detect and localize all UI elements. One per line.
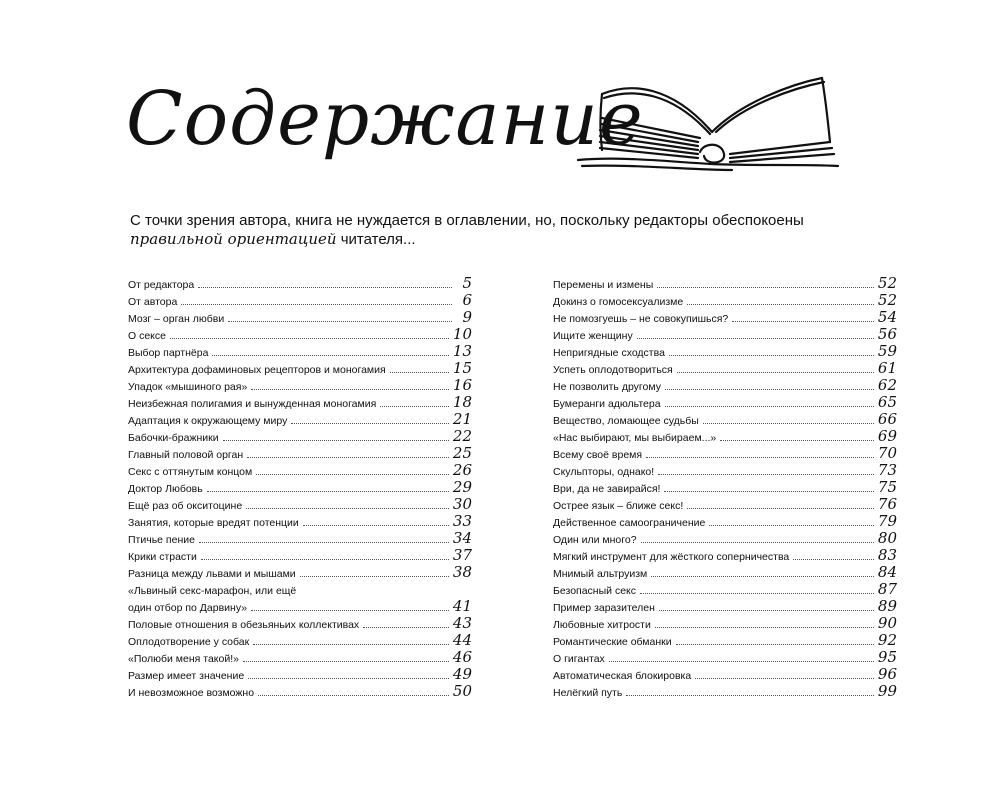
toc-item[interactable]	[128, 393, 472, 410]
toc-item-page: 96	[877, 665, 897, 683]
toc-item-title: Птичье пение	[128, 534, 195, 546]
toc-left-column	[128, 274, 472, 699]
leader-dots	[390, 372, 449, 373]
leader-dots	[253, 644, 449, 645]
leader-dots	[228, 321, 452, 322]
intro-handwritten: правильной ориентацией	[130, 230, 337, 248]
toc-item-page: 66	[877, 410, 897, 428]
toc-item-page: 65	[877, 393, 897, 411]
toc-item-title: Ври, да не завирайся!	[553, 483, 661, 495]
toc-item-title: Размер имеет значение	[128, 670, 245, 682]
leader-dots	[659, 610, 874, 611]
toc-item[interactable]	[128, 478, 472, 495]
toc-item-title: Действенное самоограничение	[553, 517, 706, 529]
toc-item-page: 61	[877, 359, 897, 377]
leader-dots	[640, 593, 874, 594]
toc-item[interactable]	[128, 648, 472, 665]
leader-dots	[677, 372, 874, 373]
toc-item-page: 75	[877, 478, 897, 496]
toc-item-title: «Львиный секс-марафон, или ещё	[128, 585, 297, 597]
toc-item-title: Разница между львами и мышами	[128, 568, 296, 580]
toc-item-title: Секс с оттянутым концом	[128, 466, 253, 478]
leader-dots	[181, 304, 452, 305]
leader-dots	[251, 389, 449, 390]
toc-item[interactable]	[553, 682, 897, 699]
toc-item-page: 84	[877, 563, 897, 581]
toc-item[interactable]	[553, 410, 897, 427]
leader-dots	[248, 678, 449, 679]
toc-item[interactable]	[553, 546, 897, 563]
toc-item[interactable]	[128, 495, 472, 512]
toc-item-page: 44	[452, 631, 472, 649]
toc-item-page: 49	[452, 665, 472, 683]
leader-dots	[687, 508, 874, 509]
toc-item-page: 56	[877, 325, 897, 343]
toc-item[interactable]	[553, 376, 897, 393]
open-book-icon	[572, 72, 844, 176]
toc-item-title: Романтические обманки	[553, 636, 672, 648]
toc-item-page: 15	[452, 359, 472, 377]
leader-dots	[246, 508, 449, 509]
leader-dots	[258, 695, 449, 696]
toc-item[interactable]	[128, 274, 472, 291]
toc-item-page: 73	[877, 461, 897, 479]
toc-item-title: Архитектура дофаминовых рецепторов и моногамия	[128, 364, 386, 376]
intro-text	[130, 211, 890, 249]
leader-dots	[669, 355, 874, 356]
leader-dots	[207, 491, 449, 492]
toc-item-title: Половые отношения в обезьяньих коллективах	[128, 619, 360, 631]
toc-item[interactable]	[553, 614, 897, 631]
toc-item-title: Перемены и измены	[553, 279, 654, 291]
toc-item-title: Бабочки-бражники	[128, 432, 219, 444]
toc-item[interactable]	[553, 512, 897, 529]
toc-item[interactable]	[553, 427, 897, 444]
leader-dots	[198, 287, 452, 288]
toc-item-title: Автоматическая блокировка	[553, 670, 692, 682]
toc-item-title: Скульпторы, однако!	[553, 466, 655, 478]
toc-item-page: 34	[452, 529, 472, 547]
toc-item-page: 92	[877, 631, 897, 649]
leader-dots	[212, 355, 448, 356]
leader-dots	[243, 661, 449, 662]
toc-item-title: О сексе	[128, 330, 166, 342]
toc-item-page: 62	[877, 376, 897, 394]
leader-dots	[609, 661, 874, 662]
toc-item-page: 43	[452, 614, 472, 632]
toc-item-title: Бумеранги адюльтера	[553, 398, 661, 410]
leader-dots	[303, 525, 449, 526]
toc-item-title: Нелёгкий путь	[553, 687, 623, 699]
toc-item-page: 18	[452, 393, 472, 411]
toc-right-column	[553, 274, 897, 699]
toc-item[interactable]	[128, 461, 472, 478]
toc-item-page: 54	[877, 308, 897, 326]
leader-dots	[637, 338, 874, 339]
toc-item[interactable]	[128, 529, 472, 546]
toc-item-page: 10	[452, 325, 472, 343]
toc-item-title: О гигантах	[553, 653, 605, 665]
toc-item-page: 30	[452, 495, 472, 513]
toc-item[interactable]	[553, 461, 897, 478]
toc-item-title: Упадок «мышиного рая»	[128, 381, 248, 393]
toc-item-title: Неизбежная полигамия и вынужденная моногамия	[128, 398, 377, 410]
leader-dots	[665, 389, 874, 390]
leader-dots	[658, 474, 874, 475]
toc-item[interactable]	[128, 444, 472, 461]
toc-item-page: 22	[452, 427, 472, 445]
toc-item-page: 37	[452, 546, 472, 564]
toc-item-page: 52	[877, 291, 897, 309]
toc-item[interactable]	[128, 580, 472, 614]
toc-item[interactable]	[128, 614, 472, 631]
toc-item-page: 70	[877, 444, 897, 462]
toc-item-page: 38	[452, 563, 472, 581]
toc-item[interactable]	[128, 410, 472, 427]
toc-item[interactable]	[553, 342, 897, 359]
toc-item-title: Не помозгуешь – не совокупишься?	[553, 313, 729, 325]
leader-dots	[664, 491, 873, 492]
page-title: Содержание	[126, 76, 644, 162]
toc-item-page: 41	[452, 597, 472, 615]
toc-item-title: «Нас выбирают, мы выбираем...»	[553, 432, 717, 444]
toc-item[interactable]	[553, 478, 897, 495]
leader-dots	[170, 338, 449, 339]
leader-dots	[223, 440, 449, 441]
toc-item-page: 5	[462, 274, 472, 292]
toc-item-page: 13	[452, 342, 472, 360]
toc-item-page: 25	[452, 444, 472, 462]
leader-dots	[655, 627, 874, 628]
toc-item-page: 6	[462, 291, 472, 309]
toc-item[interactable]	[553, 308, 897, 325]
toc-item-title: Безопасный секс	[553, 585, 636, 597]
toc-item[interactable]	[553, 359, 897, 376]
toc-item[interactable]	[128, 427, 472, 444]
leader-dots	[709, 525, 874, 526]
leader-dots	[732, 321, 874, 322]
toc-item[interactable]	[128, 359, 472, 376]
leader-dots	[676, 644, 874, 645]
toc-item[interactable]	[128, 563, 472, 580]
toc-item-title: Оплодотворение у собак	[128, 636, 250, 648]
leader-dots	[256, 474, 449, 475]
toc-item[interactable]	[553, 648, 897, 665]
toc-item-page: 95	[877, 648, 897, 666]
toc-item[interactable]	[128, 546, 472, 563]
toc-item-title: Один или много?	[553, 534, 637, 546]
toc-item-title: И невозможное возможно	[128, 687, 255, 699]
leader-dots	[657, 287, 874, 288]
toc-item-title: Мозг – орган любви	[128, 313, 225, 325]
toc-item-page: 9	[462, 308, 472, 326]
toc-item-page: 26	[452, 461, 472, 479]
toc-item[interactable]	[553, 580, 897, 597]
toc-item-title: Доктор Любовь	[128, 483, 203, 495]
toc-item-page: 99	[877, 682, 897, 700]
leader-dots	[380, 406, 449, 407]
leader-dots	[199, 542, 449, 543]
leader-dots	[626, 695, 874, 696]
toc-item-page: 21	[452, 410, 472, 428]
toc-item-title-cont: один отбор по Дарвину»	[128, 602, 248, 614]
toc-item-page: 83	[877, 546, 897, 564]
toc-item[interactable]	[128, 308, 472, 325]
toc-item[interactable]	[553, 393, 897, 410]
toc-item[interactable]	[553, 665, 897, 682]
toc-item-page: 52	[877, 274, 897, 292]
toc-item-title: Успеть оплодотвориться	[553, 364, 673, 376]
toc-item-title: Ищите женщину	[553, 330, 633, 342]
leader-dots	[201, 559, 449, 560]
leader-dots	[646, 457, 874, 458]
toc-item-title: Занятия, которые вредят потенции	[128, 517, 299, 529]
leader-dots	[703, 423, 874, 424]
toc-item-title: Всему своё время	[553, 449, 643, 461]
toc-item-page: 59	[877, 342, 897, 360]
toc-item-page: 90	[877, 614, 897, 632]
toc-item-title: Острее язык – ближе секс!	[553, 500, 684, 512]
toc-item-title: Адаптация к окружающему миру	[128, 415, 288, 427]
toc-item[interactable]	[553, 291, 897, 308]
toc-item[interactable]	[553, 631, 897, 648]
leader-dots	[720, 440, 874, 441]
toc-item-page: 29	[452, 478, 472, 496]
toc-item-title: Непригядные сходства	[553, 347, 665, 359]
toc-item[interactable]	[128, 631, 472, 648]
toc-item-page: 46	[452, 648, 472, 666]
toc-item[interactable]	[128, 342, 472, 359]
toc-item[interactable]	[128, 512, 472, 529]
leader-dots	[363, 627, 449, 628]
toc-item-page: 89	[877, 597, 897, 615]
leader-dots	[651, 576, 874, 577]
toc-item[interactable]	[128, 325, 472, 342]
leader-dots	[793, 559, 874, 560]
toc-item-title: «Полюби меня такой!»	[128, 653, 239, 665]
toc-item-title: Крики страсти	[128, 551, 197, 563]
toc-item-page: 50	[452, 682, 472, 700]
toc-item[interactable]	[553, 495, 897, 512]
toc-item-page: 87	[877, 580, 897, 598]
toc-item-title: Докинз о гомосексуализме	[553, 296, 684, 308]
toc-item-page: 80	[877, 529, 897, 547]
leader-dots	[641, 542, 874, 543]
toc-item[interactable]	[553, 444, 897, 461]
toc-item-title: Вещество, ломающее судьбы	[553, 415, 699, 427]
toc-item[interactable]	[128, 682, 472, 699]
intro-rest: читателя...	[336, 231, 416, 248]
toc-item[interactable]	[553, 529, 897, 546]
intro-line1: С точки зрения автора, книга не нуждается в оглавлении, но, поскольку редакторы обеспокоены	[130, 212, 804, 229]
toc-item-title: От автора	[128, 296, 178, 308]
toc-item-page: 33	[452, 512, 472, 530]
toc-item-page: 79	[877, 512, 897, 530]
toc-item-title: Ещё раз об окситоцине	[128, 500, 243, 512]
toc-item-title: Пример заразителен	[553, 602, 655, 614]
toc-item[interactable]	[553, 563, 897, 580]
toc-item-page: 76	[877, 495, 897, 513]
leader-dots	[291, 423, 449, 424]
toc-item-page: 69	[877, 427, 897, 445]
leader-dots	[251, 610, 449, 611]
toc-item-title: Главный половой орган	[128, 449, 244, 461]
toc-item[interactable]	[553, 274, 897, 291]
toc-item-page: 16	[452, 376, 472, 394]
toc-item-title: Мягкий инструмент для жёсткого соперничества	[553, 551, 790, 563]
leader-dots	[300, 576, 449, 577]
toc-item[interactable]	[128, 665, 472, 682]
leader-dots	[687, 304, 874, 305]
toc-item-title: Не позволить другому	[553, 381, 661, 393]
toc-item-title: От редактора	[128, 279, 195, 291]
toc-item[interactable]	[553, 597, 897, 614]
leader-dots	[665, 406, 874, 407]
leader-dots	[247, 457, 449, 458]
toc-item[interactable]	[128, 376, 472, 393]
toc-item[interactable]	[553, 325, 897, 342]
toc-item-title: Выбор партнёра	[128, 347, 209, 359]
leader-dots	[695, 678, 874, 679]
toc-item-title: Любовные хитрости	[553, 619, 651, 631]
toc-item-title: Мнимый альтруизм	[553, 568, 648, 580]
toc-item[interactable]	[128, 291, 472, 308]
